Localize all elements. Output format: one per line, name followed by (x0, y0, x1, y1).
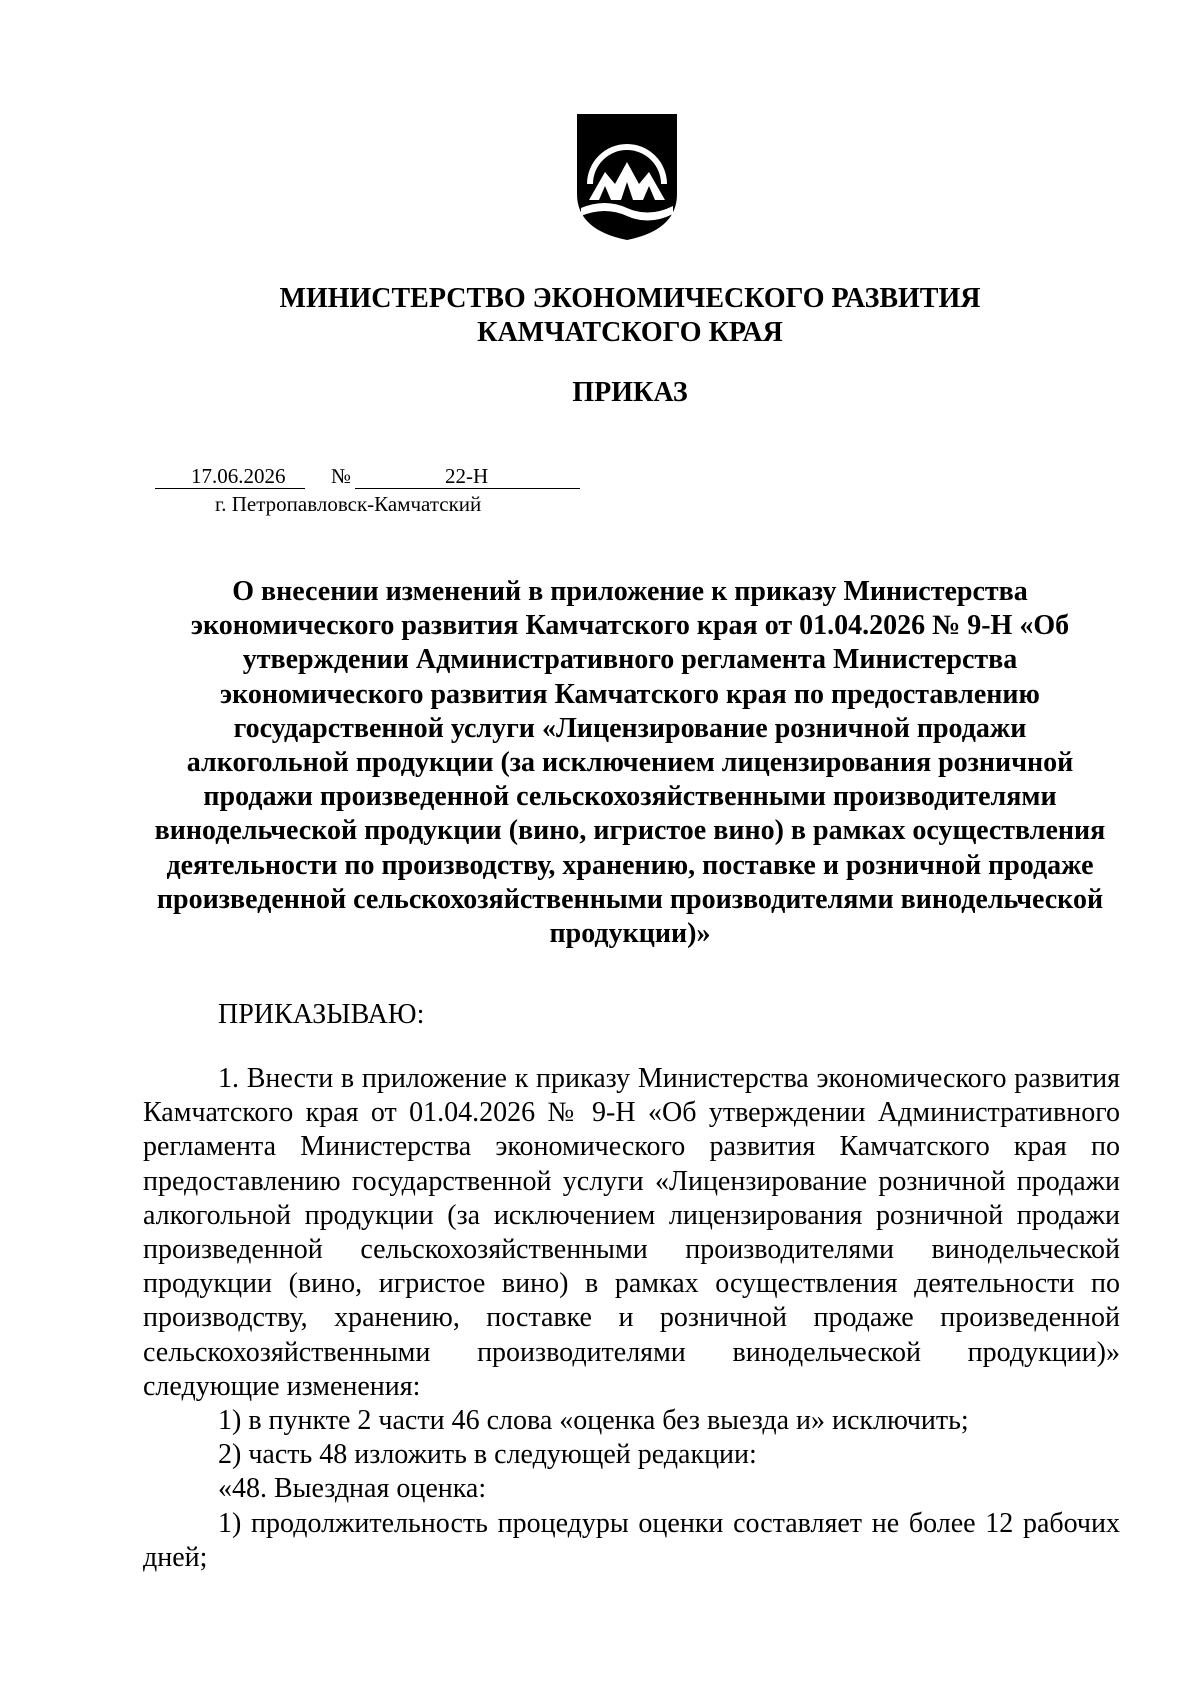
paragraph: 1) продолжительность процедуры оценки составляет не более 12 рабочих дней; (143, 1507, 1120, 1573)
paragraph: 2) часть 48 изложить в следующей редакции: (218, 1439, 757, 1471)
order-word: ПРИКАЗЫВАЮ: (218, 999, 425, 1030)
ministry-name (140, 282, 1120, 350)
document-type: ПРИКАЗ (572, 377, 688, 408)
document-body (143, 1062, 1120, 1575)
paragraph: 1) в пункте 2 части 46 слова «оценка без выезда и» исключить; (218, 1405, 969, 1437)
ministry-line-2: КАМЧАТСКОГО КРАЯ (477, 317, 783, 348)
document-date: 17.06.2026 (191, 464, 286, 488)
document-title: О внесении изменений в приложение к приказу Министерства экономического развития Камчатского края от 01.04.2026 № 9-Н «Об утверждении Административного регламента Министерства экономического развития Камчатского края по предоставлению государственной услуги «Лицензирование розничной продажи алкогольной продукции (за исключением лицензирования розничной продажи произведенной сельскохозяйственными производителями винодельческой продукции (вино, игристое вино) в рамках осуществления деятельности по производству, хранению, поставке и розничной продаже произведенной сельскохозяйственными производителями винодельческой продукции)» (154, 576, 1106, 950)
document-city: г. Петропавловск-Камчатский (215, 492, 482, 516)
document-number: 22-Н (445, 464, 489, 488)
coat-of-arms-icon (575, 112, 679, 242)
ministry-line-1: МИНИСТЕРСТВО ЭКОНОМИЧЕСКОГО РАЗВИТИЯ (279, 283, 981, 314)
paragraph: 1. Внести в приложение к приказу Министерства экономического развития Камчатского края от 01.04.2026 № 9-Н «Об утверждении Административного регламента Министерства экономического развития Камчатского края по предоставлению государственной услуги «Лицензирование розничной продажи алкогольной продукции (за исключением лицензирования розничной продажи произведенной сельскохозяйственными производителями винодельческой продукции (вино, игристое вино) в рамках осуществления деятельности по производству, хранению, поставке и розничной продаже произведенной сельскохозяйственными производителями винодельческой продукции)» следующие изменения: (143, 1063, 1120, 1402)
paragraph: «48. Выездная оценка: (218, 1473, 487, 1505)
number-sign: № (331, 464, 352, 488)
